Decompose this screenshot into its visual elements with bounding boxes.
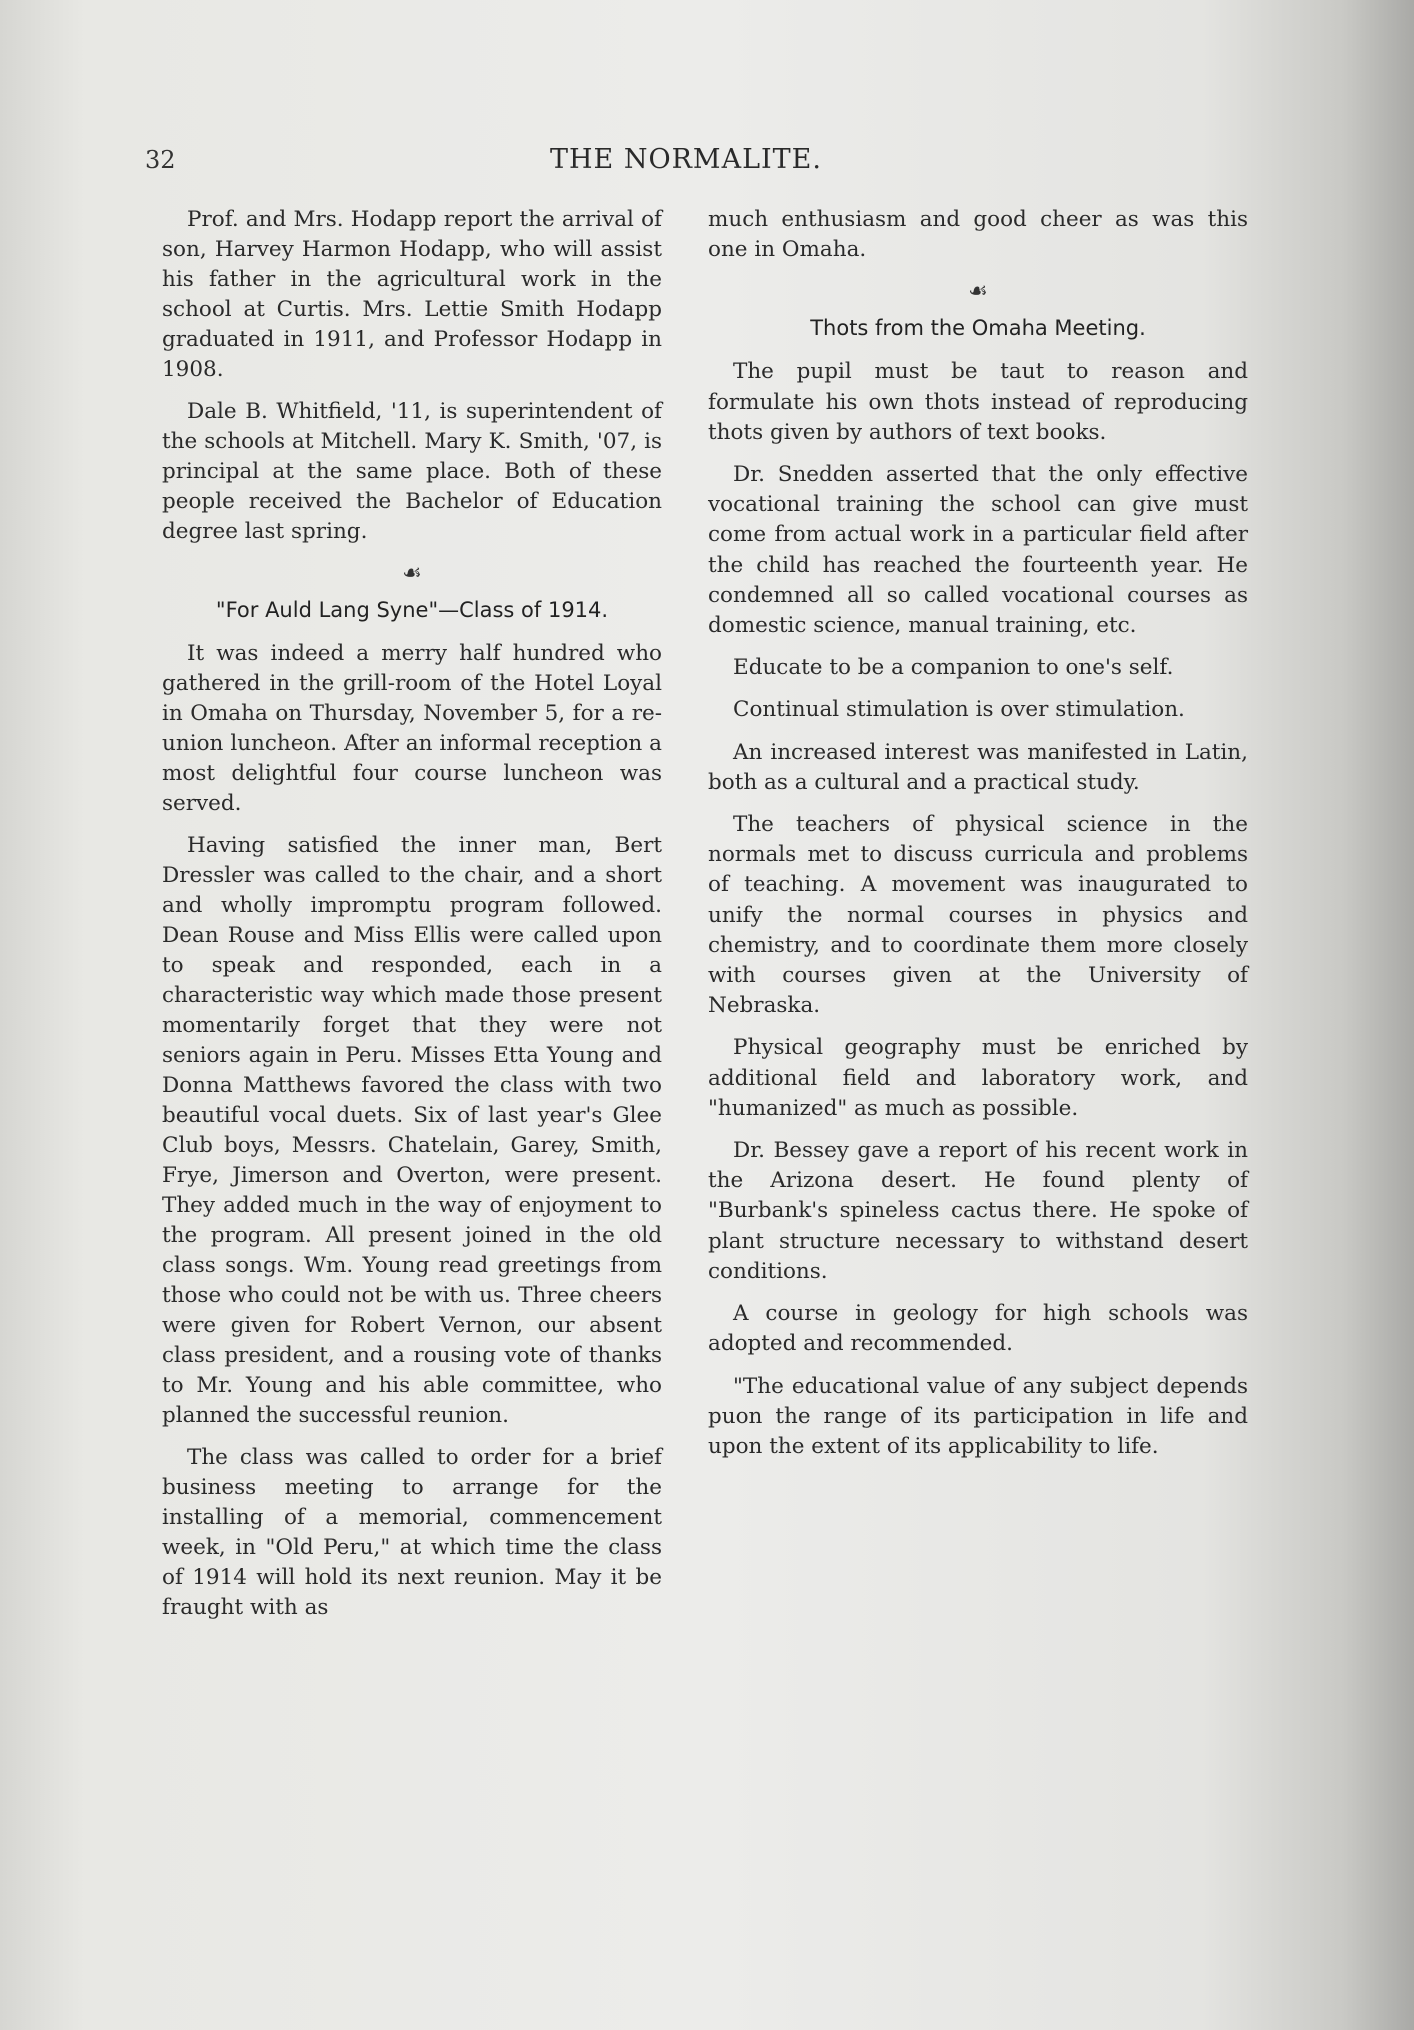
page-number: 32 bbox=[145, 146, 176, 174]
paragraph-reunion: It was indeed a merry half hundred who gathered in the grill-room of the Hotel Loyal in Omaha on Thursday, November 5, for a re-union luncheon. After an informal reception a most delightful four course luncheon was served. bbox=[162, 641, 662, 816]
paragraph-bessey: Dr. Bessey gave a report of his recent work in the Arizona desert. He found plenty of "Burbank's spineless cactus there. He spoke of plant structure necessary to withstand desert conditions. bbox=[708, 1138, 1248, 1284]
paragraph-business-meeting: The class was called to order for a brief business meeting to arrange for the installing of a memorial, commencement week, in "Old Peru," at which time the class of 1914 will hold its next reunion. May it be fraught with as bbox=[162, 1445, 662, 1620]
paragraph-hodapp: Prof. and Mrs. Hodapp report the arrival of son, Harvey Harmon Hodapp, who will assist his father in the agricultural work in the school at Curtis. Mrs. Lettie Smith Hodapp graduated in 1911, and Professor Hodapp in 1908. bbox=[162, 207, 662, 382]
paragraph-continuation: much enthusiasm and good cheer as was this one in Omaha. bbox=[708, 207, 1248, 263]
paragraph-program: Having satisfied the inner man, Bert Dressler was called to the chair, and a short and wholly impromptu program followed. Dean Rouse and Miss Ellis were called upon to speak and responded, each in a characteristic way which made those present momentarily forget that they were not seniors again in Peru. Misses Etta Young and Donna Matthews favored the class with two beautiful vocal duets. Six of last year's Glee Club boys, Messrs. Chatelain, Garey, Smith, Frye, Jimerson and Overton, were present. They added much in the way of enjoyment to the program. All present joined in the old class songs. Wm. Young read greetings from those who could not be with us. Three cheers were given for Robert Vernon, our absent class president, and a rousing vote of thanks to Mr. Young and his able committee, who planned the successful reunion. bbox=[162, 833, 662, 1428]
paragraph-latin: An increased interest was manifested in Latin, both as a cultural and a practical study. bbox=[708, 739, 1248, 795]
paragraph-companion: Educate to be a companion to one's self. bbox=[733, 655, 1174, 681]
paragraph-physical-science: The teachers of physical science in the normals met to discuss curricula and problems of teaching. A movement was inaugurated to unify the normal courses in physics and chemistry, and to coordinate them more closely with courses given at the University of Nebraska. bbox=[708, 812, 1248, 1019]
left-column bbox=[162, 205, 662, 1635]
paragraph-educational-value: "The educational value of any subject depends puon the range of its participation in life and upon the extent of its applicability to life. bbox=[708, 1373, 1248, 1459]
page-header bbox=[0, 140, 1414, 180]
paragraph-stimulation: Continual stimulation is over stimulation. bbox=[733, 697, 1185, 723]
right-column bbox=[708, 205, 1248, 1474]
section-heading-omaha-meeting: Thots from the Omaha Meeting. bbox=[810, 316, 1146, 341]
paragraph-geography: Physical geography must be enriched by additional field and laboratory work, and "humanized" as much as possible. bbox=[708, 1035, 1248, 1121]
paragraph-whitfield: Dale B. Whitfield, '11, is superintendent of the schools at Mitchell. Mary K. Smith, '07, is principal at the same place. Both of these people received the Bachelor of Education degree last spring. bbox=[162, 399, 662, 544]
leaf-ornament-icon: ☙ bbox=[402, 561, 422, 586]
paragraph-geology: A course in geology for high schools was adopted and recommended. bbox=[708, 1301, 1248, 1357]
paragraph-snedden: Dr. Snedden asserted that the only effective vocational training the school can give must come from actual work in a particular field after the child has reached the fourteenth year. He condemned all so called vocational courses as domestic science, manual training, etc. bbox=[708, 462, 1248, 639]
section-heading-auld-lang-syne: "For Auld Lang Syne"—Class of 1914. bbox=[215, 598, 609, 622]
running-title: THE NORMALITE. bbox=[550, 144, 822, 175]
paragraph-reason: The pupil must be taut to reason and formulate his own thots instead of reproducing thots given by authors of text books. bbox=[708, 359, 1248, 445]
leaf-ornament-icon: ☙ bbox=[968, 279, 988, 305]
